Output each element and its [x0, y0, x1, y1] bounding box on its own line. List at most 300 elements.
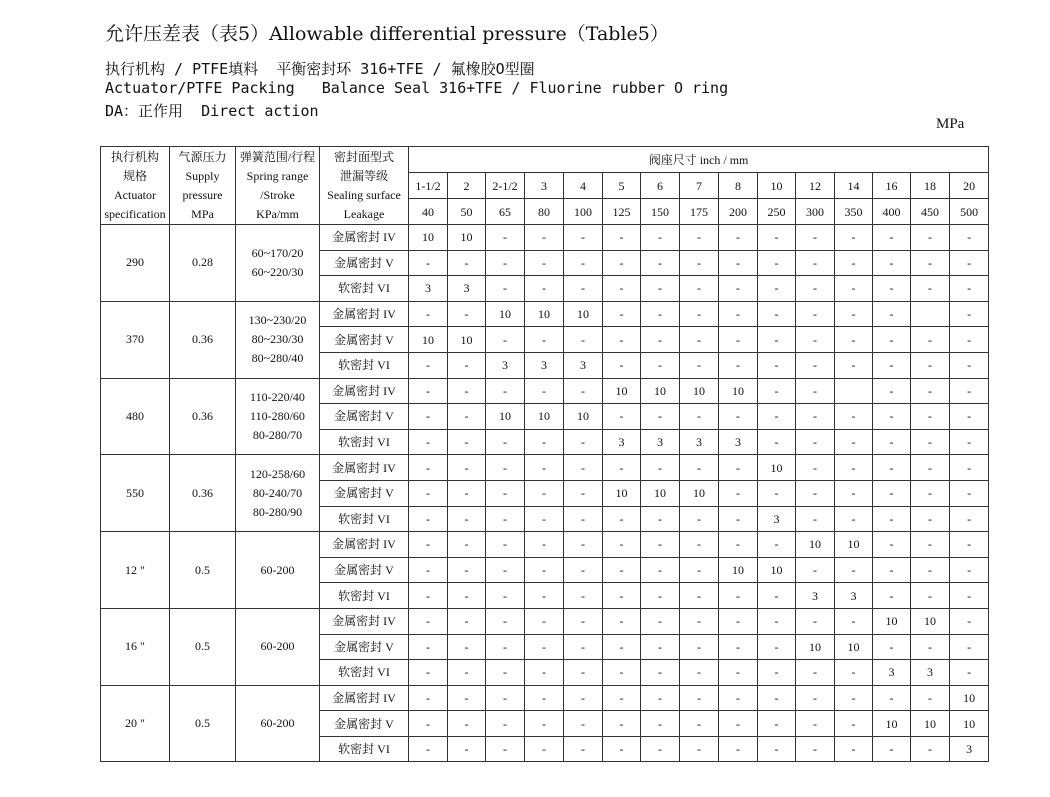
pressure-value: -	[950, 455, 989, 481]
pressure-value: -	[911, 506, 950, 532]
pressure-value: -	[525, 660, 564, 686]
seat-size-inch: 2	[448, 173, 486, 199]
pressure-value: -	[950, 557, 989, 583]
leakage-class: 金属密封 IV	[320, 532, 409, 558]
pressure-value: -	[719, 634, 758, 660]
action-type: DA：正作用 Direct action	[105, 102, 319, 120]
pressure-value: -	[564, 685, 603, 711]
pressure-value: -	[564, 455, 603, 481]
seat-size-inch: 14	[835, 173, 873, 199]
seat-size-mm: 100	[564, 199, 603, 225]
seat-size-inch: 10	[758, 173, 796, 199]
pressure-value: -	[796, 480, 835, 506]
pressure-value: -	[486, 660, 525, 686]
pressure-value: -	[525, 378, 564, 404]
pressure-value: -	[873, 685, 911, 711]
pressure-value: -	[719, 250, 758, 276]
leakage-class: 软密封 VI	[320, 736, 409, 762]
pressure-value: 10	[486, 301, 525, 327]
pressure-value: -	[758, 685, 796, 711]
subtitle-english: Actuator/PTFE Packing Balance Seal 316+TFE / Fluorine rubber O ring	[105, 79, 729, 97]
leakage-class: 软密封 VI	[320, 506, 409, 532]
pressure-value: -	[911, 276, 950, 302]
pressure-value: -	[525, 736, 564, 762]
seat-size-mm: 350	[835, 199, 873, 225]
seat-size-mm: 65	[486, 199, 525, 225]
pressure-value: -	[486, 608, 525, 634]
pressure-value	[911, 301, 950, 327]
seat-size-inch: 4	[564, 173, 603, 199]
pressure-value: -	[758, 736, 796, 762]
pressure-value: -	[719, 685, 758, 711]
header-actuator: 执行机构 规格 Actuator specification	[101, 147, 170, 225]
pressure-value: -	[486, 225, 525, 251]
pressure-value: -	[796, 301, 835, 327]
pressure-value: -	[486, 250, 525, 276]
seat-size-inch: 18	[911, 173, 950, 199]
pressure-value: -	[409, 736, 448, 762]
pressure-value: -	[796, 250, 835, 276]
pressure-value: -	[448, 557, 486, 583]
pressure-value: -	[486, 685, 525, 711]
table-row	[101, 301, 989, 327]
pressure-value: 10	[409, 327, 448, 353]
pressure-value: 10	[950, 711, 989, 737]
pressure-value: -	[448, 455, 486, 481]
pressure-value: -	[641, 506, 680, 532]
pressure-value: -	[911, 225, 950, 251]
supply-pressure: 0.5	[170, 685, 236, 762]
pressure-value: -	[680, 352, 719, 378]
pressure-value: -	[486, 583, 525, 609]
pressure-value: -	[758, 276, 796, 302]
pressure-value: -	[758, 711, 796, 737]
pressure-value: -	[564, 250, 603, 276]
actuator-spec: 12 "	[101, 532, 170, 609]
pressure-value: -	[835, 352, 873, 378]
seat-size-inch: 12	[796, 173, 835, 199]
pressure-table	[100, 146, 989, 762]
pressure-value: -	[680, 583, 719, 609]
pressure-value: -	[448, 301, 486, 327]
pressure-value: -	[680, 327, 719, 353]
pressure-value: 10	[835, 634, 873, 660]
seat-size-inch: 3	[525, 173, 564, 199]
pressure-value: -	[641, 685, 680, 711]
pressure-value: -	[719, 276, 758, 302]
supply-pressure: 0.28	[170, 225, 236, 302]
pressure-value: -	[758, 634, 796, 660]
pressure-value: -	[486, 634, 525, 660]
pressure-value: -	[564, 583, 603, 609]
pressure-value: -	[641, 352, 680, 378]
subtitle-chinese: 执行机构 / PTFE填料 平衡密封环 316+TFE / 氟橡胶O型圈	[105, 60, 535, 78]
pressure-value: -	[835, 685, 873, 711]
pressure-value: 3	[409, 276, 448, 302]
pressure-value: -	[448, 378, 486, 404]
pressure-value: -	[564, 480, 603, 506]
pressure-value: -	[796, 608, 835, 634]
pressure-value: -	[409, 301, 448, 327]
pressure-value: -	[796, 736, 835, 762]
pressure-value: -	[486, 276, 525, 302]
pressure-value: -	[758, 583, 796, 609]
pressure-value: -	[448, 608, 486, 634]
pressure-value: -	[525, 557, 564, 583]
pressure-value: 3	[680, 429, 719, 455]
pressure-value: -	[950, 608, 989, 634]
pressure-value: -	[641, 711, 680, 737]
pressure-value: 10	[911, 608, 950, 634]
leakage-class: 金属密封 IV	[320, 378, 409, 404]
pressure-value: -	[486, 480, 525, 506]
pressure-value: -	[873, 327, 911, 353]
seat-size-mm: 400	[873, 199, 911, 225]
supply-pressure: 0.5	[170, 608, 236, 685]
seat-size-mm: 175	[680, 199, 719, 225]
pressure-value: -	[603, 225, 641, 251]
seat-size-mm: 125	[603, 199, 641, 225]
pressure-value: 10	[758, 557, 796, 583]
pressure-value: -	[758, 404, 796, 430]
pressure-value: -	[448, 660, 486, 686]
seat-size-inch: 6	[641, 173, 680, 199]
pressure-value: 10	[525, 404, 564, 430]
pressure-value: 10	[564, 404, 603, 430]
pressure-value: -	[835, 506, 873, 532]
pressure-value: -	[758, 608, 796, 634]
pressure-value: -	[911, 583, 950, 609]
pressure-value: -	[641, 276, 680, 302]
pressure-value: -	[486, 429, 525, 455]
pressure-value: -	[835, 480, 873, 506]
actuator-spec: 290	[101, 225, 170, 302]
pressure-value: -	[796, 557, 835, 583]
page-title: 允许压差表（表5）Allowable differential pressure（Table5）	[105, 23, 669, 45]
pressure-value: -	[950, 276, 989, 302]
spring-range: 60-200	[236, 532, 320, 609]
table-row	[101, 378, 989, 404]
pressure-value: -	[525, 455, 564, 481]
seat-size-mm: 450	[911, 199, 950, 225]
pressure-value: -	[719, 404, 758, 430]
pressure-value: -	[719, 736, 758, 762]
pressure-value: -	[525, 685, 564, 711]
pressure-value: 10	[873, 711, 911, 737]
pressure-value: -	[835, 327, 873, 353]
pressure-value: 3	[564, 352, 603, 378]
pressure-value: -	[603, 583, 641, 609]
pressure-value: -	[680, 250, 719, 276]
pressure-value: -	[564, 660, 603, 686]
pressure-value: 10	[796, 532, 835, 558]
pressure-value: 3	[525, 352, 564, 378]
pressure-value: -	[603, 711, 641, 737]
seat-size-inch: 5	[603, 173, 641, 199]
leakage-class: 软密封 VI	[320, 276, 409, 302]
table-row	[101, 685, 989, 711]
pressure-value: 10	[448, 225, 486, 251]
pressure-value: -	[950, 506, 989, 532]
pressure-value: -	[950, 250, 989, 276]
pressure-value: -	[680, 404, 719, 430]
pressure-value: -	[564, 429, 603, 455]
pressure-value: -	[873, 225, 911, 251]
pressure-value: -	[525, 506, 564, 532]
actuator-spec: 20 "	[101, 685, 170, 762]
header-supply: 气源压力 Supply pressure MPa	[170, 147, 236, 225]
header-seal: 密封面型式 泄漏等级 Sealing surface Leakage	[320, 147, 409, 225]
pressure-value: -	[873, 404, 911, 430]
pressure-value: -	[603, 506, 641, 532]
pressure-value: -	[486, 506, 525, 532]
pressure-value: -	[448, 250, 486, 276]
pressure-value: 10	[680, 480, 719, 506]
pressure-value: -	[564, 532, 603, 558]
pressure-value: -	[525, 276, 564, 302]
pressure-value: -	[603, 352, 641, 378]
pressure-value: 10	[603, 378, 641, 404]
pressure-value: -	[409, 583, 448, 609]
pressure-value: -	[835, 225, 873, 251]
seat-size-mm: 80	[525, 199, 564, 225]
pressure-value: -	[950, 583, 989, 609]
pressure-value: -	[603, 301, 641, 327]
pressure-value: -	[680, 301, 719, 327]
pressure-value: -	[448, 404, 486, 430]
pressure-value: -	[409, 608, 448, 634]
pressure-value: -	[680, 685, 719, 711]
pressure-value: -	[564, 557, 603, 583]
pressure-value: -	[873, 480, 911, 506]
pressure-value: -	[525, 480, 564, 506]
pressure-value: -	[641, 736, 680, 762]
pressure-value: -	[409, 711, 448, 737]
actuator-spec: 550	[101, 455, 170, 532]
pressure-value: -	[603, 532, 641, 558]
pressure-value: -	[835, 301, 873, 327]
pressure-value: -	[835, 660, 873, 686]
pressure-value: -	[486, 532, 525, 558]
leakage-class: 金属密封 IV	[320, 225, 409, 251]
pressure-value: -	[758, 250, 796, 276]
leakage-class: 金属密封 IV	[320, 685, 409, 711]
pressure-value: -	[796, 660, 835, 686]
pressure-value: -	[564, 327, 603, 353]
spring-range: 60-200	[236, 608, 320, 685]
pressure-value: -	[719, 480, 758, 506]
pressure-value: 10	[911, 711, 950, 737]
pressure-value: -	[564, 608, 603, 634]
seat-size-inch: 2-1/2	[486, 173, 525, 199]
pressure-value: -	[911, 480, 950, 506]
pressure-value: -	[719, 225, 758, 251]
pressure-value: -	[796, 404, 835, 430]
pressure-value: -	[680, 455, 719, 481]
pressure-value: -	[950, 660, 989, 686]
pressure-value: -	[603, 404, 641, 430]
pressure-value: -	[486, 557, 525, 583]
pressure-value: -	[564, 378, 603, 404]
pressure-value: -	[525, 583, 564, 609]
pressure-value: 10	[950, 685, 989, 711]
pressure-value: -	[641, 608, 680, 634]
pressure-value: 10	[719, 557, 758, 583]
pressure-value: -	[641, 404, 680, 430]
pressure-value: -	[448, 429, 486, 455]
pressure-value: -	[448, 506, 486, 532]
pressure-value: -	[719, 455, 758, 481]
spring-range: 110-220/40 110-280/60 80-280/70	[236, 378, 320, 455]
pressure-value: -	[911, 557, 950, 583]
seat-size-mm: 500	[950, 199, 989, 225]
leakage-class: 软密封 VI	[320, 352, 409, 378]
pressure-value: -	[873, 583, 911, 609]
pressure-value: 10	[525, 301, 564, 327]
pressure-value: -	[680, 225, 719, 251]
pressure-value: -	[911, 736, 950, 762]
pressure-value: 10	[448, 327, 486, 353]
pressure-value: -	[641, 225, 680, 251]
pressure-value: -	[603, 455, 641, 481]
pressure-value: -	[873, 557, 911, 583]
seat-size-mm: 150	[641, 199, 680, 225]
pressure-value: -	[448, 480, 486, 506]
pressure-value: -	[448, 532, 486, 558]
spring-range: 60~170/20 60~220/30	[236, 225, 320, 302]
pressure-value: 10	[835, 532, 873, 558]
pressure-value: 10	[758, 455, 796, 481]
pressure-value: -	[911, 352, 950, 378]
pressure-value: -	[409, 557, 448, 583]
pressure-value: -	[641, 327, 680, 353]
leakage-class: 软密封 VI	[320, 583, 409, 609]
pressure-value: -	[758, 378, 796, 404]
pressure-value: 3	[641, 429, 680, 455]
pressure-value: -	[911, 378, 950, 404]
pressure-value: -	[409, 352, 448, 378]
pressure-value: -	[950, 429, 989, 455]
leakage-class: 金属密封 V	[320, 634, 409, 660]
leakage-class: 软密封 VI	[320, 429, 409, 455]
spring-range: 60-200	[236, 685, 320, 762]
leakage-class: 软密封 VI	[320, 660, 409, 686]
seat-size-mm: 40	[409, 199, 448, 225]
pressure-value: -	[564, 736, 603, 762]
pressure-value: -	[525, 532, 564, 558]
pressure-value: 10	[409, 225, 448, 251]
pressure-value: -	[873, 634, 911, 660]
spring-range: 130~230/20 80~230/30 80~280/40	[236, 301, 320, 378]
pressure-value: 10	[641, 378, 680, 404]
pressure-value: 10	[796, 634, 835, 660]
pressure-value: -	[873, 506, 911, 532]
pressure-value: -	[950, 532, 989, 558]
pressure-value: -	[448, 583, 486, 609]
pressure-value: -	[680, 736, 719, 762]
unit-label: MPa	[936, 116, 965, 132]
pressure-value: -	[873, 429, 911, 455]
pressure-value: -	[873, 301, 911, 327]
pressure-value: -	[950, 327, 989, 353]
pressure-value: -	[873, 250, 911, 276]
pressure-value: -	[603, 736, 641, 762]
pressure-value: -	[911, 532, 950, 558]
pressure-value: -	[603, 557, 641, 583]
pressure-value: -	[641, 250, 680, 276]
pressure-value: -	[758, 660, 796, 686]
pressure-value: 3	[873, 660, 911, 686]
pressure-value: -	[564, 711, 603, 737]
pressure-value: 10	[873, 608, 911, 634]
pressure-value: -	[409, 685, 448, 711]
pressure-value: -	[796, 685, 835, 711]
pressure-value: -	[603, 660, 641, 686]
pressure-value: -	[911, 634, 950, 660]
seat-size-mm: 250	[758, 199, 796, 225]
pressure-value: -	[448, 685, 486, 711]
pressure-value: -	[448, 352, 486, 378]
actuator-spec: 370	[101, 301, 170, 378]
pressure-value: -	[796, 225, 835, 251]
leakage-class: 金属密封 V	[320, 557, 409, 583]
table-row	[101, 225, 989, 251]
pressure-value: 10	[641, 480, 680, 506]
seat-size-inch: 8	[719, 173, 758, 199]
pressure-value: -	[680, 660, 719, 686]
pressure-value: -	[796, 506, 835, 532]
pressure-value: -	[680, 506, 719, 532]
pressure-value: -	[564, 225, 603, 251]
spring-range: 120-258/60 80-240/70 80-280/90	[236, 455, 320, 532]
pressure-value: -	[758, 327, 796, 353]
pressure-value: -	[409, 404, 448, 430]
pressure-value: -	[911, 685, 950, 711]
pressure-value: -	[758, 225, 796, 251]
pressure-value: -	[409, 429, 448, 455]
pressure-value: 3	[486, 352, 525, 378]
pressure-value: -	[911, 327, 950, 353]
pressure-value: -	[525, 327, 564, 353]
pressure-value: -	[796, 352, 835, 378]
pressure-value: -	[873, 532, 911, 558]
leakage-class: 金属密封 V	[320, 250, 409, 276]
pressure-value: 10	[680, 378, 719, 404]
pressure-value: -	[950, 404, 989, 430]
pressure-value: -	[950, 301, 989, 327]
pressure-value: -	[873, 378, 911, 404]
pressure-value: -	[835, 250, 873, 276]
pressure-value: -	[719, 711, 758, 737]
pressure-value: 3	[950, 736, 989, 762]
pressure-value: -	[525, 634, 564, 660]
table-row	[101, 455, 989, 481]
pressure-value: -	[796, 711, 835, 737]
pressure-value: -	[525, 225, 564, 251]
pressure-value: -	[603, 634, 641, 660]
pressure-value: 10	[564, 301, 603, 327]
pressure-value: -	[719, 583, 758, 609]
pressure-value: -	[486, 711, 525, 737]
leakage-class: 金属密封 V	[320, 711, 409, 737]
pressure-value: -	[409, 250, 448, 276]
pressure-value: -	[835, 429, 873, 455]
supply-pressure: 0.36	[170, 378, 236, 455]
pressure-value: -	[564, 634, 603, 660]
supply-pressure: 0.36	[170, 301, 236, 378]
pressure-value: -	[603, 685, 641, 711]
pressure-value: -	[603, 276, 641, 302]
